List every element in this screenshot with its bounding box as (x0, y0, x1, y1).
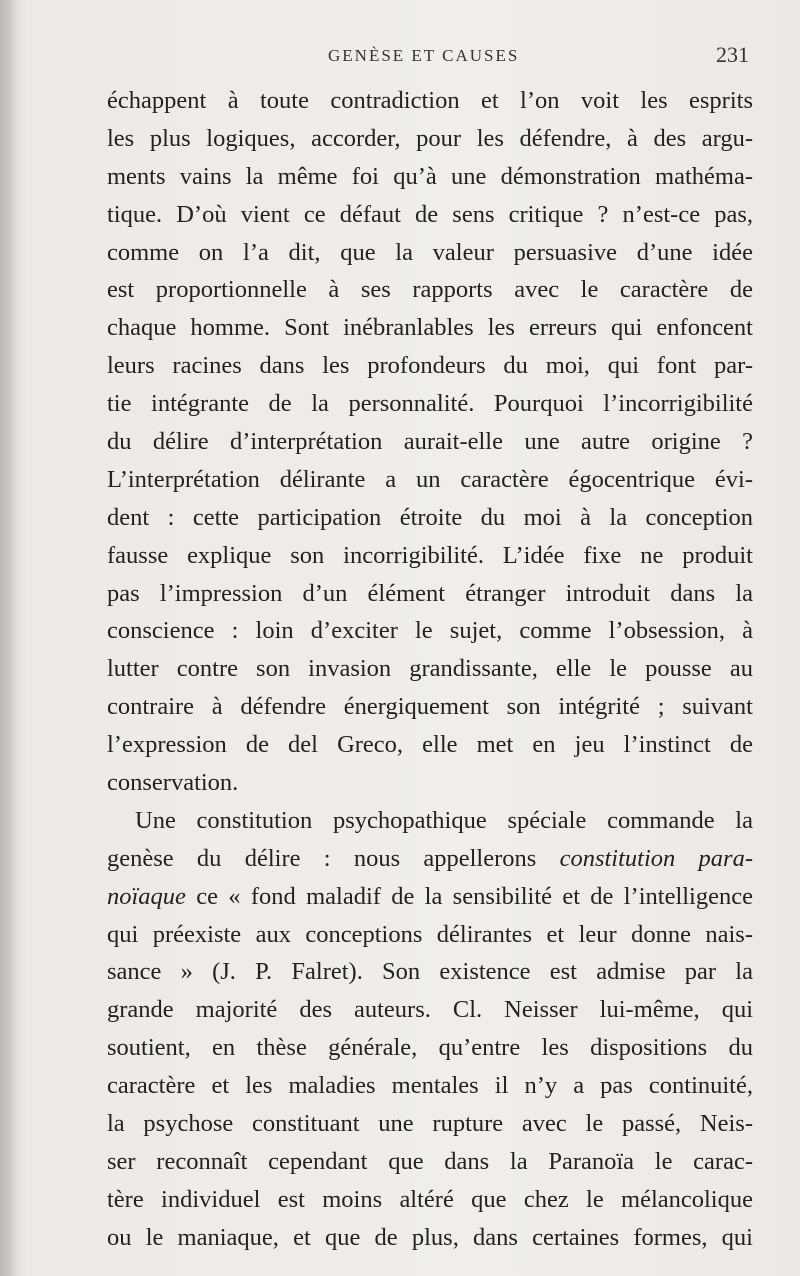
body-text (107, 82, 753, 1257)
text-line: soutient, en thèse générale, qu’entre les dispositions du (107, 1034, 753, 1062)
text-line: L’interprétation délirante a un caractère égocentrique évi- (107, 465, 753, 493)
text-span: genèse du délire : nous appellerons (107, 844, 560, 872)
text-line: fausse explique son incorrigibilité. L’idée fixe ne produit (107, 541, 753, 569)
text-line: l’expression de del Greco, elle met en jeu l’instinct de (107, 731, 753, 759)
text-line: contraire à défendre énergiquement son intégrité ; suivant (107, 693, 753, 721)
text-line: est proportionnelle à ses rapports avec le caractère de (107, 276, 753, 304)
page-gutter-shadow (0, 0, 18, 1276)
text-line: tique. D’où vient ce défaut de sens critique ? n’est-ce pas, (107, 200, 753, 228)
text-line: chaque homme. Sont inébranlables les erreurs qui enfoncent (107, 314, 753, 342)
text-line: tie intégrante de la personnalité. Pourquoi l’incorrigibilité (107, 390, 753, 418)
italic-term: constitution para- (559, 844, 753, 872)
text-line: sance » (J. P. Falret). Son existence est admise par la (107, 958, 753, 986)
page-header (0, 42, 800, 72)
text-line: conscience : loin d’exciter le sujet, comme l’obsession, à (107, 617, 753, 645)
text-line: caractère et les maladies mentales il n’y a pas continuité, (107, 1072, 753, 1100)
text-line: les plus logiques, accorder, pour les défendre, à des argu- (107, 124, 753, 152)
page-number: 231 (716, 42, 749, 67)
text-line: conservation. (107, 769, 239, 797)
text-line (107, 878, 753, 916)
text-line: Une constitution psychopathique spéciale commande la (135, 806, 753, 834)
text-line: ments vains la même foi qu’à une démonstration mathéma- (107, 162, 753, 190)
text-line: la psychose constituant une rupture avec le passé, Neis- (107, 1110, 753, 1138)
text-line: comme on l’a dit, que la valeur persuasive d’une idée (107, 238, 753, 266)
running-head: GENÈSE ET CAUSES (328, 46, 520, 65)
text-line: échappent à toute contradiction et l’on voit les esprits (107, 87, 753, 114)
text-line: ser reconnaît cependant que dans la Paranoïa le carac- (107, 1147, 753, 1175)
text-line: tère individuel est moins altéré que chez le mélancolique (107, 1185, 753, 1213)
text-line: dent : cette participation étroite du moi à la conception (107, 503, 753, 531)
text-line: grande majorité des auteurs. Cl. Neisser lui-même, qui (107, 996, 753, 1024)
text-line: qui préexiste aux conceptions délirantes et leur donne nais- (107, 920, 753, 948)
text-line: du délire d’interprétation aurait-elle une autre origine ? (107, 428, 753, 456)
text-line: pas l’impression d’un élément étranger introduit dans la (107, 579, 753, 607)
text-line: leurs racines dans les profondeurs du moi, qui font par- (107, 352, 753, 380)
text-span: ce « fond maladif de la sensibilité et de l’intelligence (185, 882, 753, 910)
text-line (107, 840, 753, 878)
text-line: ou le maniaque, et que de plus, dans certaines formes, qui (107, 1223, 753, 1251)
italic-term: noïaque (107, 882, 186, 910)
text-line: lutter contre son invasion grandissante, elle le pousse au (107, 655, 753, 683)
